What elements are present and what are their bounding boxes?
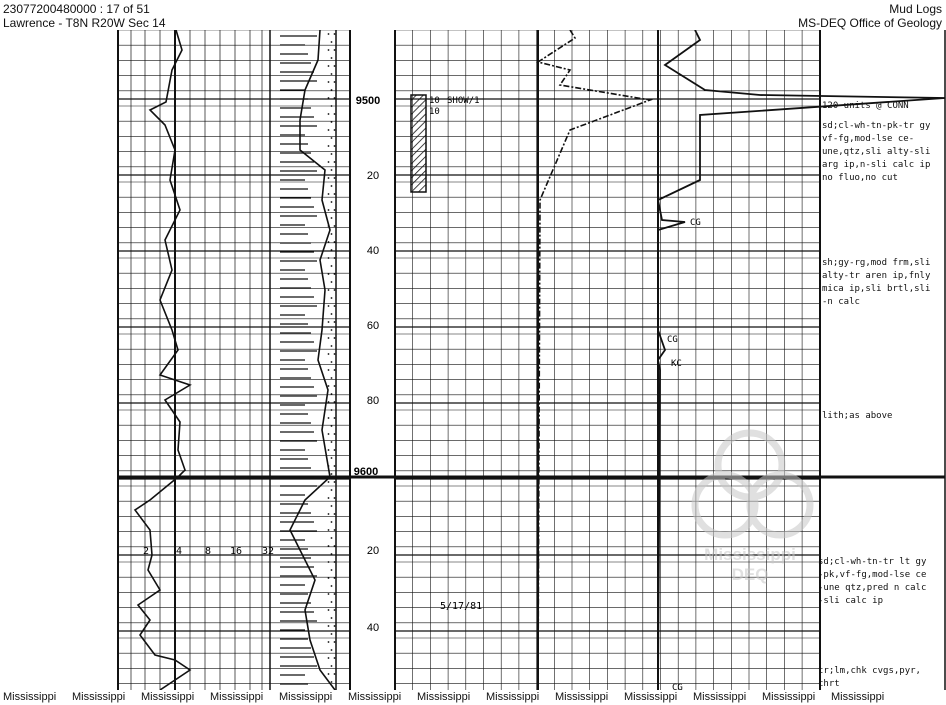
sand-dot [331, 57, 333, 59]
sand-dot [331, 393, 333, 395]
description-line: no fluo,no cut [822, 173, 898, 183]
sand-dot [331, 185, 333, 187]
sand-dot [334, 417, 336, 419]
sand-dot [331, 169, 333, 171]
sand-dot [334, 49, 336, 51]
description-line: -une qtz,pred n calc [818, 583, 927, 593]
sand-dot [331, 489, 333, 491]
depth-label: 20 [366, 545, 380, 557]
sand-dot [334, 369, 336, 371]
sand-dot [334, 65, 336, 67]
sand-dot [328, 161, 330, 163]
sand-dot [328, 577, 330, 579]
sand-dot [334, 561, 336, 563]
footer-text: Mississippi [762, 691, 816, 703]
sand-dot [331, 361, 333, 363]
sand-dot [334, 353, 336, 355]
sand-dot [328, 353, 330, 355]
sand-dot [328, 609, 330, 611]
agency-name: MS-DEQ Office of Geology [798, 16, 942, 30]
sand-dot [334, 305, 336, 307]
sand-dot [334, 529, 336, 531]
show-label: SHOW/1 [447, 96, 480, 106]
mud-log-sheet [0, 30, 946, 690]
sand-dot [331, 473, 333, 475]
gas-marker: CG [672, 683, 683, 690]
sand-dot [334, 625, 336, 627]
sand-dot [334, 465, 336, 467]
sand-dot [328, 513, 330, 515]
description-line: sd;cl-wh-tn-tr lt gy [818, 557, 927, 567]
footer-text: Mississippi [624, 691, 678, 703]
header-right [798, 2, 942, 30]
sand-dot [334, 401, 336, 403]
sand-dot [331, 617, 333, 619]
watermark-line1: Mississippi [704, 545, 796, 564]
sand-dot [328, 385, 330, 387]
sand-dot [331, 601, 333, 603]
sand-dot [331, 201, 333, 203]
sand-dot [328, 625, 330, 627]
footer-text: Mississippi [279, 691, 333, 703]
sand-dot [334, 273, 336, 275]
sand-dot [328, 289, 330, 291]
description-line: -sli calc ip [818, 596, 884, 606]
sand-dot [334, 145, 336, 147]
sand-dot [331, 329, 333, 331]
sand-dot [334, 289, 336, 291]
sand-dot [331, 409, 333, 411]
sand-dot [334, 113, 336, 115]
sand-dot [331, 217, 333, 219]
scale-label: 8 [205, 546, 212, 557]
footer-text: Mississippi [555, 691, 609, 703]
sand-dot [328, 417, 330, 419]
depth-scale [354, 95, 380, 634]
sand-dot [334, 673, 336, 675]
watermark-line2: DEQ [731, 565, 769, 584]
sand-dot [331, 377, 333, 379]
depth-label: 80 [366, 395, 380, 407]
sand-dot [334, 577, 336, 579]
gas-marker: KC [671, 359, 682, 369]
sand-dot [328, 209, 330, 211]
footer-text: Mississippi [486, 691, 540, 703]
scale-label: 16 [230, 546, 243, 557]
sand-dot [334, 321, 336, 323]
sand-dot [334, 225, 336, 227]
depth-label: 9500 [355, 95, 381, 107]
footer-text: Mississippi [141, 691, 195, 703]
well-location: Lawrence - T8N R20W Sec 14 [3, 16, 166, 30]
description-line: alty-tr aren ip,fnly [822, 271, 931, 281]
lithology-column [270, 30, 336, 690]
sand-dot [328, 257, 330, 259]
scale-label: 2 [143, 546, 150, 557]
sand-dot [334, 161, 336, 163]
sand-dot [334, 433, 336, 435]
description-line: sd;cl-wh-tn-pk-tr gy [822, 121, 931, 131]
sand-dot [328, 81, 330, 83]
sand-dot [328, 113, 330, 115]
sand-dot [334, 513, 336, 515]
sand-dot [331, 233, 333, 235]
footer-text: Mississippi [417, 691, 471, 703]
description-line: -pk,vf-fg,mod-lse ce [818, 570, 927, 580]
show-value: 10 [429, 107, 440, 117]
footer-text: Mississippi [693, 691, 747, 703]
total-gas-curve [538, 30, 650, 690]
sand-dot [328, 641, 330, 643]
sand-dot [334, 481, 336, 483]
sand-dot [334, 97, 336, 99]
sand-dot [328, 193, 330, 195]
sand-dot [331, 665, 333, 667]
sand-dot [334, 81, 336, 83]
sand-dot [331, 121, 333, 123]
footer-text: Mississippi [3, 691, 57, 703]
sand-dot [334, 241, 336, 243]
sand-dot [331, 569, 333, 571]
depth-label: 60 [366, 320, 380, 332]
sand-dot [328, 145, 330, 147]
footer-text: Mississippi [72, 691, 126, 703]
show-value: 10 [429, 96, 440, 106]
sand-dot [328, 449, 330, 451]
description-line: tr;lm,chk cvgs,pyr, [818, 666, 921, 676]
sand-dot [331, 73, 333, 75]
sand-dot [328, 49, 330, 51]
well-id-page: 23077200480000 : 17 of 51 [3, 2, 150, 16]
sand-dot [328, 433, 330, 435]
header-left [3, 2, 166, 30]
sand-dot [334, 657, 336, 659]
description-line: arg ip,n-sli calc ip [822, 160, 931, 170]
sand-dot [334, 385, 336, 387]
sand-dot [334, 593, 336, 595]
footer-watermark-strip [0, 690, 946, 705]
footer-text: Mississippi [210, 691, 264, 703]
sand-dot [331, 249, 333, 251]
sand-dot [331, 89, 333, 91]
footer-text: Mississippi [831, 691, 885, 703]
sand-dot [331, 313, 333, 315]
sand-dot [331, 441, 333, 443]
sand-dot [331, 649, 333, 651]
footer-text: Mississippi [348, 691, 402, 703]
sand-dot [328, 401, 330, 403]
sand-dot [328, 97, 330, 99]
sand-dot [334, 449, 336, 451]
description-line: mica ip,sli brtl,sli [822, 284, 931, 294]
sand-dot [331, 585, 333, 587]
description-line: lith;as above [822, 411, 893, 421]
description-line: une,qtz,sli alty-sli [822, 147, 931, 157]
sand-dot [331, 345, 333, 347]
sand-dot [334, 641, 336, 643]
sand-dot [328, 225, 330, 227]
sand-dot [328, 241, 330, 243]
sand-dot [334, 545, 336, 547]
sand-dot [334, 33, 336, 35]
sand-dot [328, 337, 330, 339]
sand-dot [331, 457, 333, 459]
sand-dot [331, 105, 333, 107]
sand-dot [328, 129, 330, 131]
gas-marker: CG [690, 218, 701, 228]
sand-dot [328, 673, 330, 675]
sand-dot [331, 633, 333, 635]
sand-dot [328, 481, 330, 483]
description-line: 120 units @ CONN [822, 101, 909, 111]
sand-dot [328, 65, 330, 67]
sand-dot [331, 41, 333, 43]
sand-dot [328, 305, 330, 307]
sand-dot [334, 337, 336, 339]
lithology-descriptions [818, 101, 931, 689]
sand-dot [331, 681, 333, 683]
sand-dot [328, 273, 330, 275]
depth-label: 40 [366, 245, 380, 257]
sand-dot [334, 257, 336, 259]
show-indicator [411, 95, 480, 192]
sand-dot [328, 497, 330, 499]
description-line: -n calc [822, 297, 860, 307]
sand-dot [331, 153, 333, 155]
sand-dot [334, 193, 336, 195]
sand-dot [334, 497, 336, 499]
sand-dot [328, 321, 330, 323]
description-line: chrt [818, 679, 840, 689]
sand-dot [331, 281, 333, 283]
sand-dot [328, 369, 330, 371]
scale-label: 32 [262, 546, 275, 557]
sand-dot [328, 657, 330, 659]
document-type: Mud Logs [889, 2, 942, 16]
sand-dot [334, 177, 336, 179]
depth-label: 9600 [353, 466, 379, 478]
sand-dot [334, 609, 336, 611]
sand-dot [328, 33, 330, 35]
scale-label: 4 [176, 546, 183, 557]
sand-dot [328, 529, 330, 531]
date-note: 5/17/81 [440, 601, 483, 612]
sand-dot [328, 545, 330, 547]
description-line: vf-fg,mod-lse ce- [822, 134, 915, 144]
sand-dot [328, 593, 330, 595]
sand-dot [331, 553, 333, 555]
sand-dot [334, 209, 336, 211]
depth-label: 40 [366, 622, 380, 634]
sand-dot [331, 297, 333, 299]
sand-dot [328, 177, 330, 179]
sand-dot [331, 521, 333, 523]
description-line: sh;gy-rg,mod frm,sli [822, 258, 931, 268]
sand-dot [331, 137, 333, 139]
sand-dot [331, 505, 333, 507]
depth-label: 20 [366, 170, 380, 182]
sand-dot [328, 465, 330, 467]
sand-dot [334, 129, 336, 131]
sand-dot [328, 561, 330, 563]
sand-dot [331, 425, 333, 427]
sand-dot [331, 265, 333, 267]
drill-rate-curve [135, 30, 190, 690]
gas-marker: CG [667, 335, 678, 345]
sand-dot [331, 537, 333, 539]
